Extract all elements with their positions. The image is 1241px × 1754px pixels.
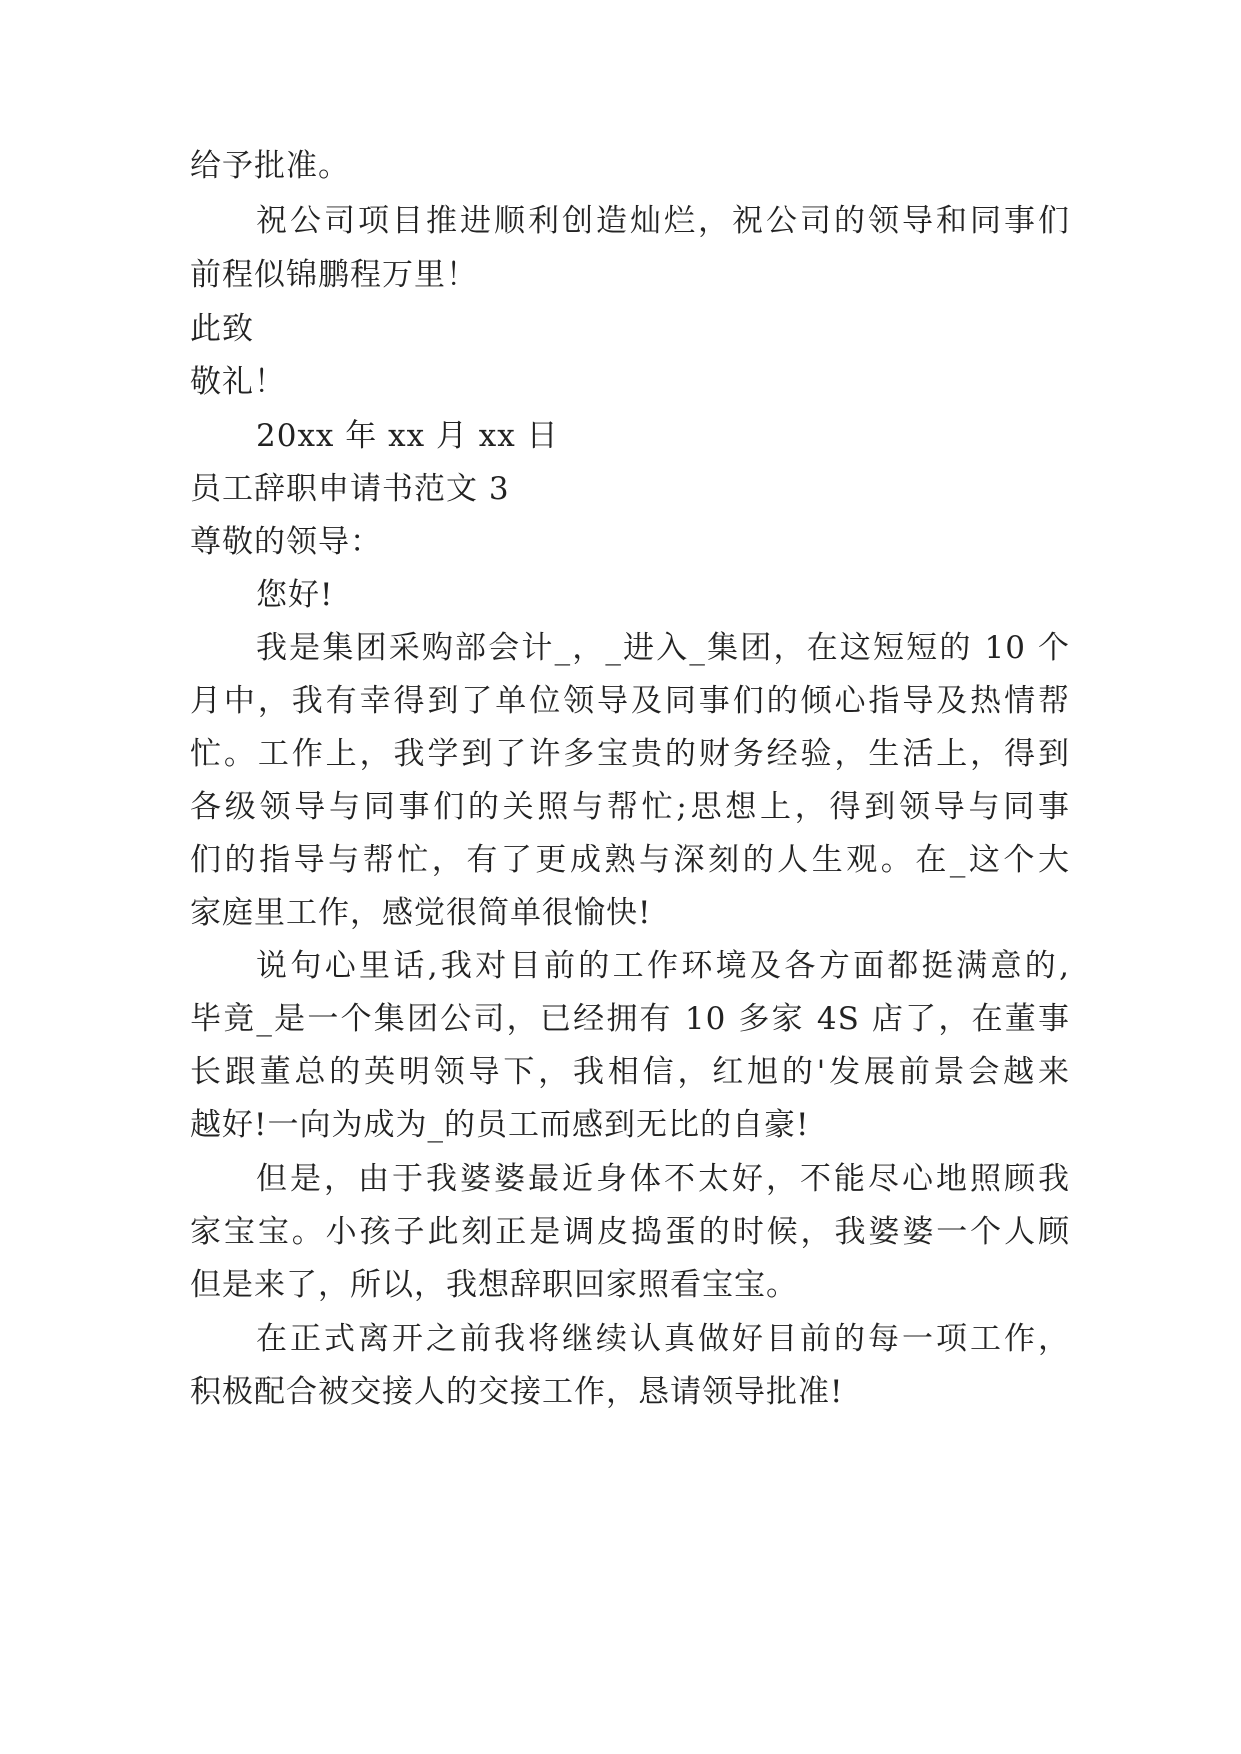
- paragraph-2-line-3: 长跟董总的英明领导下，我相信，红旭的'发展前景会越来: [190, 1054, 1070, 1090]
- paragraph-1-line-1: 我是集团采购部会计_，_进入_集团，在这短短的 10 个: [256, 630, 1070, 666]
- paragraph-1-line-4: 各级领导与同事们的关照与帮忙;思想上，得到领导与同事: [190, 789, 1070, 825]
- paragraph-3-line-3: 但是来了，所以，我想辞职回家照看宝宝。: [190, 1267, 798, 1303]
- paragraph-4-line-1: 在正式离开之前我将继续认真做好目前的每一项工作，: [256, 1321, 1070, 1357]
- greeting-hello: 您好!: [256, 577, 334, 613]
- paragraph-1-line-5: 们的指导与帮忙，有了更成熟与深刻的人生观。在_这个大: [190, 842, 1070, 878]
- paragraph-4-line-2: 积极配合被交接人的交接工作，恳请领导批准!: [190, 1374, 844, 1410]
- paragraph-1-line-6: 家庭里工作，感觉很简单很愉快!: [190, 895, 652, 931]
- closing-approval-line: 给予批准。: [190, 148, 350, 184]
- wishes-line-2: 前程似锦鹏程万里！: [190, 257, 478, 293]
- paragraph-2-line-4: 越好!一向为成为_的员工而感到无比的自豪!: [190, 1107, 810, 1143]
- paragraph-3-line-2: 家宝宝。小孩子此刻正是调皮捣蛋的时候，我婆婆一个人顾: [190, 1214, 1070, 1250]
- paragraph-1-line-2: 月中，我有幸得到了单位领导及同事们的倾心指导及热情帮: [190, 683, 1070, 719]
- date-line: 20xx 年 xx 月 xx 日: [256, 418, 559, 454]
- wishes-line-1: 祝公司项目推进顺利创造灿烂，祝公司的领导和同事们: [256, 203, 1070, 239]
- salutation-cizhi: 此致: [190, 311, 254, 347]
- paragraph-3-line-1: 但是，由于我婆婆最近身体不太好，不能尽心地照顾我: [256, 1161, 1070, 1197]
- paragraph-2-line-1: 说句心里话,我对目前的工作环境及各方面都挺满意的,: [256, 948, 1070, 984]
- salutation-jingli: 敬礼！: [190, 364, 286, 400]
- greeting-recipient: 尊敬的领导：: [190, 524, 382, 560]
- section-title: 员工辞职申请书范文 3: [190, 471, 510, 507]
- paragraph-2-line-2: 毕竟_是一个集团公司，已经拥有 10 多家 4S 店了，在董事: [190, 1001, 1070, 1037]
- paragraph-1-line-3: 忙。工作上，我学到了许多宝贵的财务经验，生活上，得到: [190, 736, 1070, 772]
